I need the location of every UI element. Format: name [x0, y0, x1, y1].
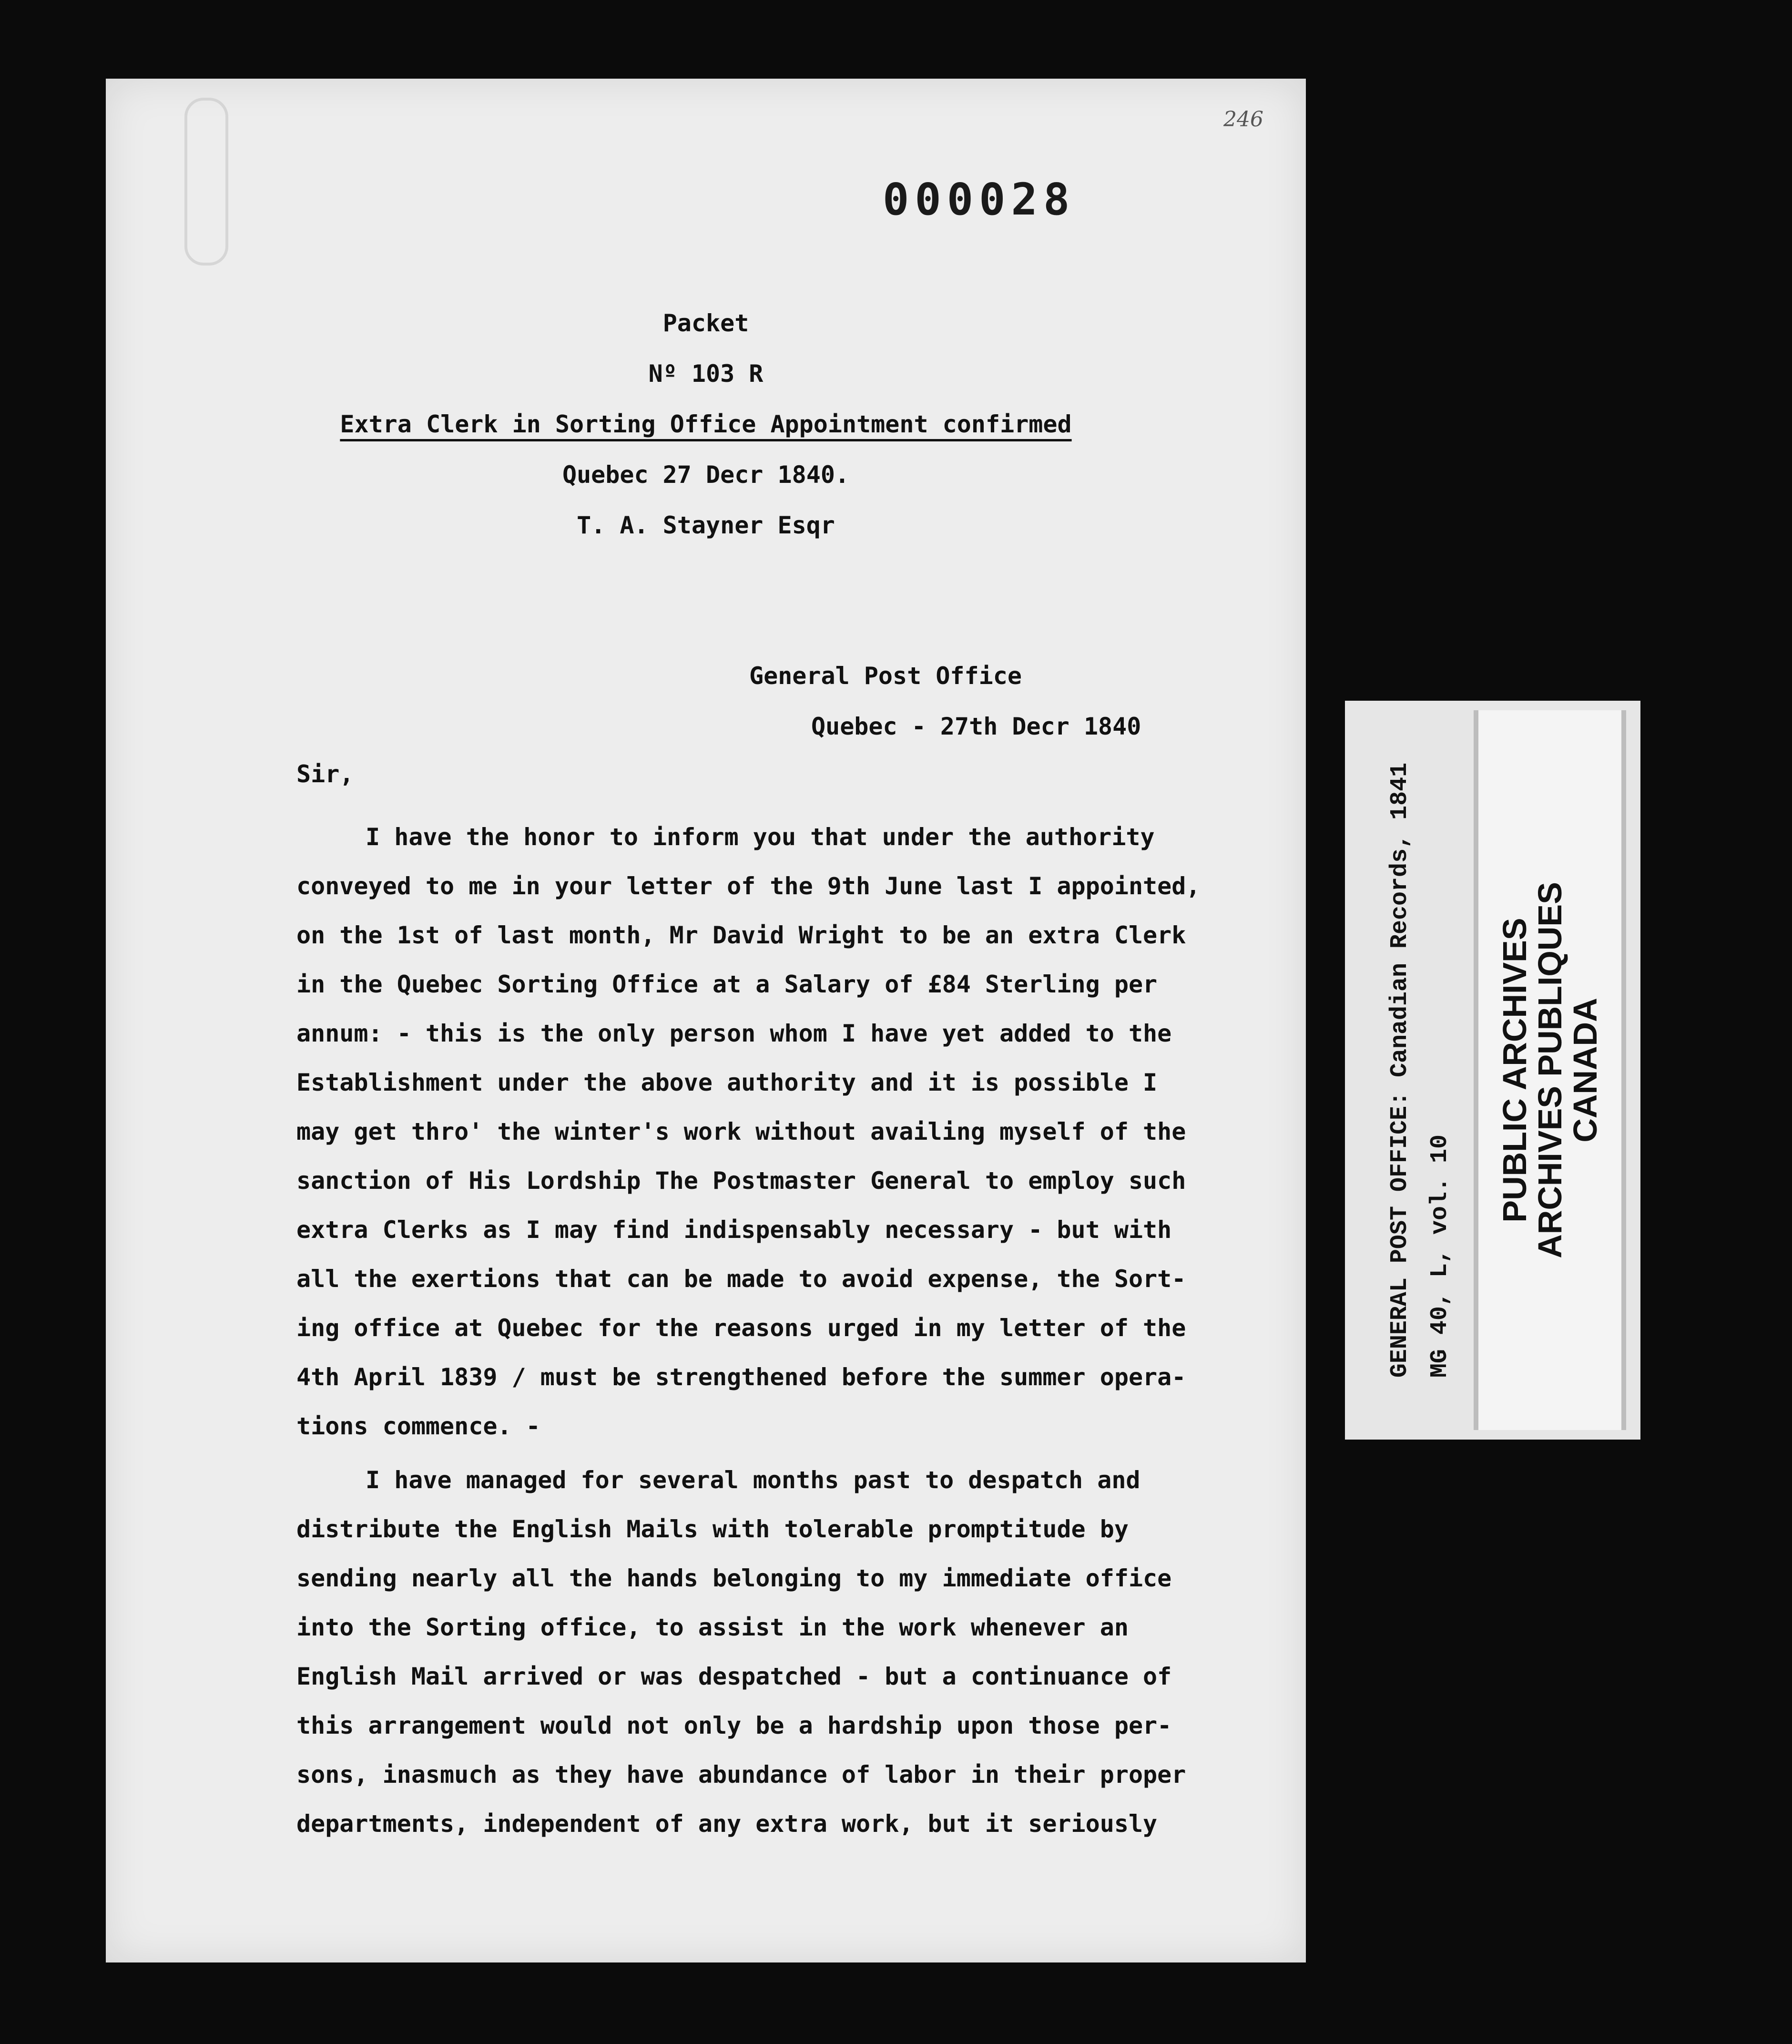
header-subject: Extra Clerk in Sorting Office Appointment confirmed: [340, 410, 1072, 438]
header-number: Nº 103 R: [648, 360, 764, 388]
body-line: I have the honor to inform you that under the authority: [366, 823, 1155, 851]
archive-stamp-line2: ARCHIVES PUBLIQUES: [1531, 882, 1568, 1258]
body-line: tions commence. -: [296, 1412, 540, 1440]
document-number: 000028: [883, 174, 1076, 225]
body-line: sending nearly all the hands belonging to my immediate office: [296, 1564, 1172, 1592]
body-line: Establishment under the above authority and it is possible I: [296, 1069, 1158, 1096]
body-line: conveyed to me in your letter of the 9th June last I appointed,: [296, 872, 1201, 900]
body-line: 4th April 1839 / must be strengthened before the summer opera-: [296, 1363, 1186, 1391]
archive-reference-line1: GENERAL POST OFFICE: Canadian Records, 1841: [1386, 762, 1414, 1378]
archive-reference: [1363, 705, 1477, 1435]
body-line: may get thro' the winter's work without availing myself of the: [296, 1118, 1186, 1145]
archive-stamp: [1474, 710, 1626, 1430]
letter-header: [106, 298, 1306, 551]
body-line: departments, independent of any extra work, but it seriously: [296, 1810, 1158, 1838]
page-number: 246: [1223, 107, 1263, 132]
salutation: Sir,: [296, 760, 354, 788]
header-place-date: Quebec 27 Decr 1840.: [562, 461, 850, 489]
body-line: into the Sorting office, to assist in the work whenever an: [296, 1614, 1129, 1641]
body-line: sanction of His Lordship The Postmaster General to employ such: [296, 1167, 1186, 1195]
archive-stamp-line3: CANADA: [1567, 998, 1604, 1143]
body-line: annum: - this is the only person whom I have yet added to the: [296, 1020, 1172, 1047]
body-line: on the 1st of last month, Mr David Wright to be an extra Clerk: [296, 921, 1186, 949]
letter-body: [296, 813, 1297, 1849]
letter-page: [106, 79, 1306, 1962]
body-line: I have managed for several months past to despatch and: [366, 1466, 1140, 1494]
archive-stamp-line1: PUBLIC ARCHIVES: [1496, 918, 1533, 1223]
body-line: this arrangement would not only be a hardship upon those per-: [296, 1712, 1172, 1739]
sender-address-line2: Quebec - 27th Decr 1840: [811, 713, 1141, 740]
body-line: extra Clerks as I may find indispensably necessary - but with: [296, 1216, 1172, 1244]
archive-reference-line2: MG 40, L, vol. 10: [1426, 1134, 1454, 1378]
body-line: ing office at Quebec for the reasons urged in my letter of the: [296, 1314, 1186, 1342]
body-line: all the exertions that can be made to avoid expense, the Sort-: [296, 1265, 1186, 1293]
sender-address: [749, 651, 1141, 752]
body-line: distribute the English Mails with tolerable promptitude by: [296, 1515, 1129, 1543]
body-line: sons, inasmuch as they have abundance of labor in their proper: [296, 1761, 1186, 1788]
header-addressee: T. A. Stayner Esqr: [577, 511, 835, 539]
header-packet: Packet: [662, 309, 749, 337]
body-line: English Mail arrived or was despatched - but a continuance of: [296, 1663, 1172, 1690]
paperclip-mark: [184, 98, 228, 266]
sender-address-line1: General Post Office: [749, 662, 1022, 690]
body-line: in the Quebec Sorting Office at a Salary of £84 Sterling per: [296, 971, 1158, 998]
